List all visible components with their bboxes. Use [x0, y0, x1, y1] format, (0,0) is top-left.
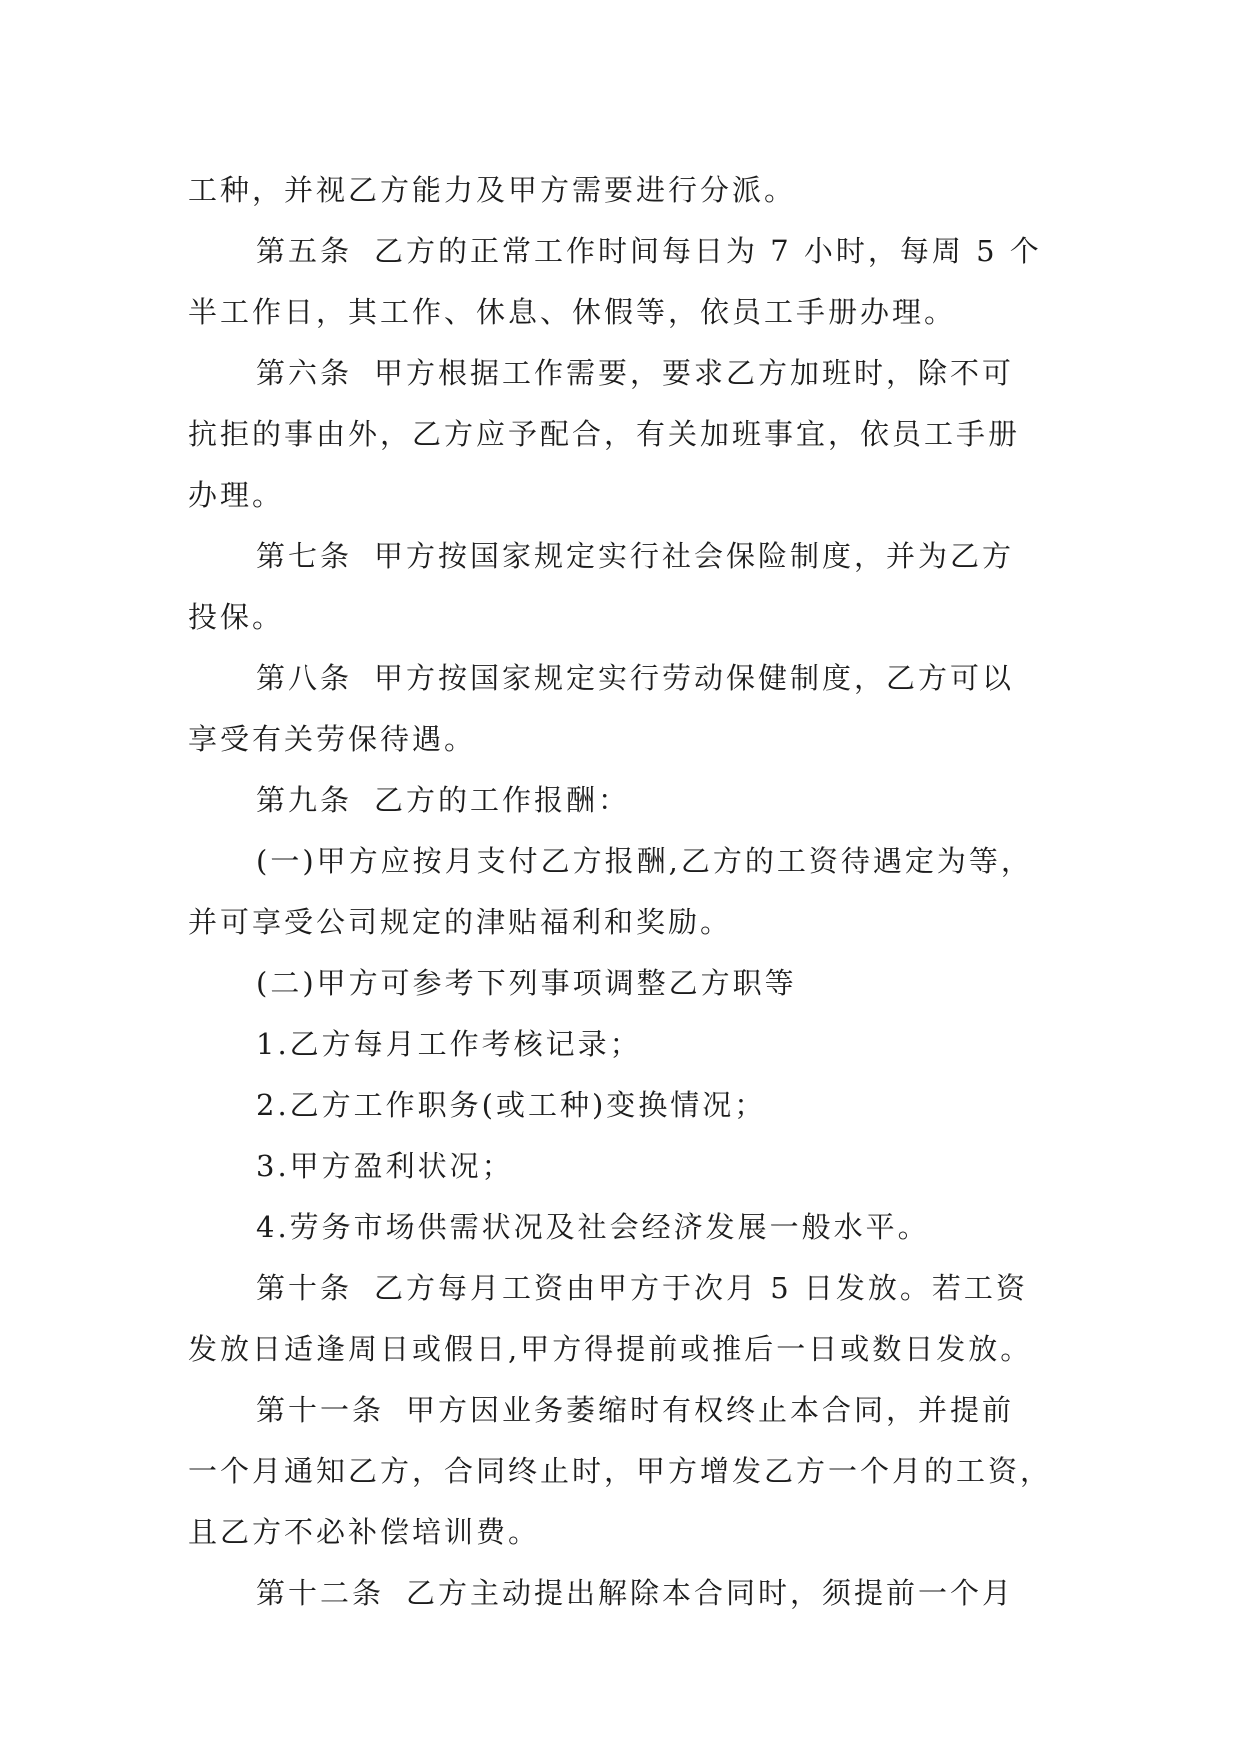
list-item: [188, 1136, 1058, 1197]
line-text: 享受有关劳保待遇。: [188, 722, 477, 756]
article-heading: 第五条: [256, 234, 353, 268]
article-7: [188, 526, 1058, 587]
text-line: [188, 1502, 1058, 1563]
article-5: [188, 221, 1058, 282]
line-text: 抗拒的事由外，乙方应予配合，有关加班事宜，依员工手册: [188, 417, 1021, 451]
article-11: [188, 1380, 1058, 1441]
line-text: 甲方根据工作需要，要求乙方加班时，除不可: [374, 356, 1015, 390]
line-text: 发放日适逢周日或假日,甲方得提前或推后一日或数日发放。: [188, 1332, 1033, 1366]
text-line: [188, 465, 1058, 526]
line-text: 并可享受公司规定的津贴福利和奖励。: [188, 905, 733, 939]
line-text: 3.甲方盈利状况；: [256, 1149, 514, 1183]
text-line: [188, 1441, 1058, 1502]
article-heading: 第六条: [256, 356, 353, 390]
line-text: 1.乙方每月工作考核记录；: [256, 1027, 642, 1061]
line-text: 乙方的工作报酬：: [374, 783, 631, 817]
article-12: [188, 1563, 1058, 1624]
article-heading: 第十一条: [256, 1393, 385, 1427]
line-text: 乙方每月工资由甲方于次月 5 日发放。若工资: [374, 1271, 1028, 1305]
list-item: [188, 1197, 1058, 1258]
line-text: 甲方因业务萎缩时有权终止本合同，并提前: [406, 1393, 1015, 1427]
line-text: (一)甲方应按月支付乙方报酬,乙方的工资待遇定为等，: [256, 844, 1033, 878]
line-text: 投保。: [188, 600, 285, 634]
line-text: 甲方按国家规定实行社会保险制度，并为乙方: [374, 539, 1015, 573]
article-heading: 第八条: [256, 661, 353, 695]
article-8: [188, 648, 1058, 709]
text-line: [188, 160, 1058, 221]
line-text: 乙方主动提出解除本合同时，须提前一个月: [406, 1576, 1015, 1610]
line-text: 甲方按国家规定实行劳动保健制度，乙方可以: [374, 661, 1015, 695]
line-text: 半工作日，其工作、休息、休假等，依员工手册办理。: [188, 295, 957, 329]
text-line: [188, 1319, 1058, 1380]
line-text: 2.乙方工作职务(或工种)变换情况；: [256, 1088, 767, 1122]
clause-item: [188, 953, 1058, 1014]
article-heading: 第七条: [256, 539, 353, 573]
line-text: 一个月通知乙方，合同终止时，甲方增发乙方一个月的工资，: [188, 1454, 1053, 1488]
text-line: [188, 892, 1058, 953]
text-line: [188, 587, 1058, 648]
line-text: 且乙方不必补偿培训费。: [188, 1515, 541, 1549]
line-text: 乙方的正常工作时间每日为 7 小时，每周 5 个: [374, 234, 1042, 268]
text-line: [188, 709, 1058, 770]
article-10: [188, 1258, 1058, 1319]
line-text: 4.劳务市场供需状况及社会经济发展一般水平。: [256, 1210, 930, 1244]
line-text: 办理。: [188, 478, 285, 512]
line-text: (二)甲方可参考下列事项调整乙方职等: [256, 966, 797, 1000]
article-6: [188, 343, 1058, 404]
clause-item: [188, 831, 1058, 892]
list-item: [188, 1014, 1058, 1075]
list-item: [188, 1075, 1058, 1136]
text-line: [188, 404, 1058, 465]
article-9: [188, 770, 1058, 831]
article-heading: 第十二条: [256, 1576, 385, 1610]
text-line: [188, 282, 1058, 343]
document-body: [188, 160, 1058, 1624]
article-heading: 第十条: [256, 1271, 353, 1305]
article-heading: 第九条: [256, 783, 353, 817]
line-text: 工种，并视乙方能力及甲方需要进行分派。: [188, 173, 797, 207]
